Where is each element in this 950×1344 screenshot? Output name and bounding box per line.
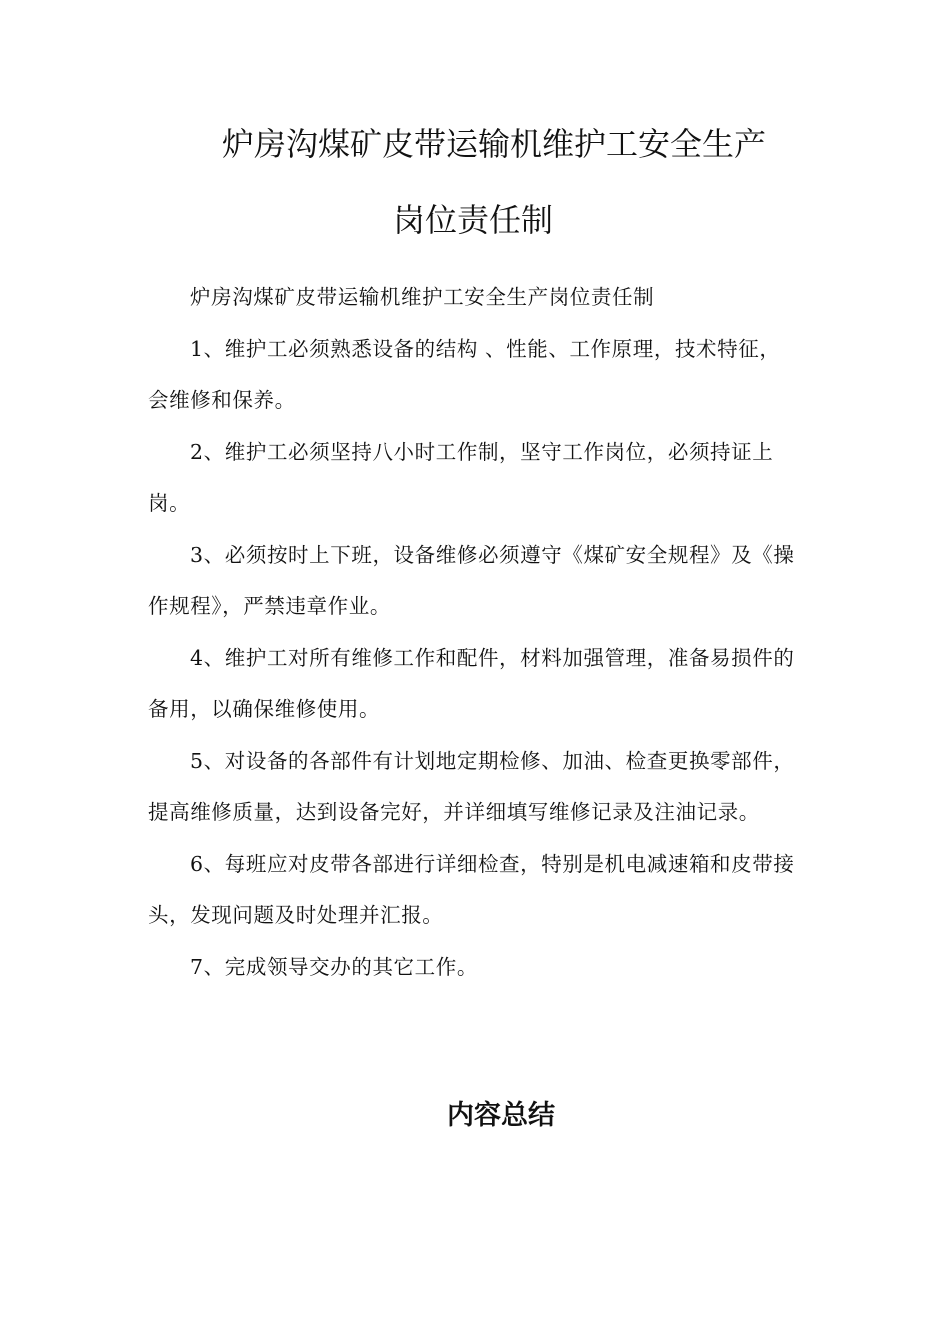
document-body [148,272,798,993]
rule-paragraph-4: 4、维护工对所有维修工作和配件，材料加强管理，准备易损件的备用，以确保维修使用。 [148,645,795,721]
document-title-line-1: 炉房沟煤矿皮带运输机维护工安全生产 [222,125,767,163]
document-title-line-2: 岗位责任制 [393,201,554,239]
rule-paragraph-6: 6、每班应对皮带各部进行详细检查，特别是机电减速箱和皮带接头，发现问题及时处理并汇报。 [148,851,795,927]
summary-heading: 内容总结 [447,1100,555,1131]
rule-paragraph-7: 7、完成领导交办的其它工作。 [190,954,478,979]
rule-paragraph-3: 3、必须按时上下班，设备维修必须遵守《煤矿安全规程》及《操作规程》，严禁违章作业。 [148,542,795,618]
intro-paragraph: 炉房沟煤矿皮带运输机维护工安全生产岗位责任制 [190,285,655,309]
rule-paragraph-1: 1、维护工必须熟悉设备的结构 、性能、工作原理，技术特征，会维修和保养。 [148,336,781,412]
rule-paragraph-5: 5、对设备的各部件有计划地定期检修、加油、检查更换零部件，提高维修质量，达到设备完好，并详细填写维修记录及注油记录。 [148,748,795,824]
rule-paragraph-2: 2、维护工必须坚持八小时工作制，坚守工作岗位，必须持证上岗。 [148,439,774,515]
